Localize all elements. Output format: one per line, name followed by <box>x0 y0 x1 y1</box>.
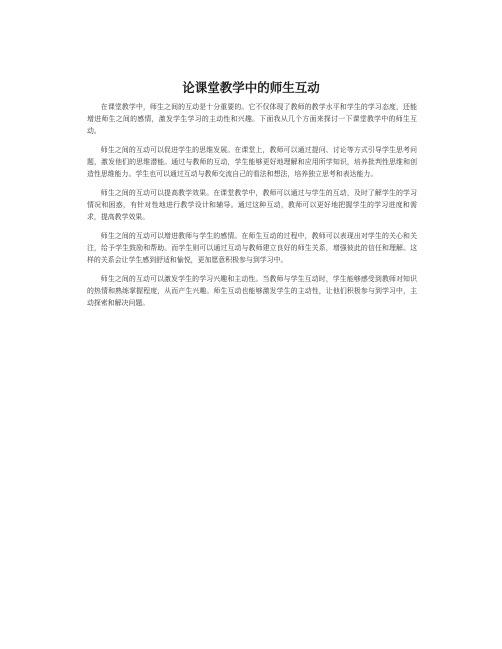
paragraph-2: 师生之间的互动可以促进学生的思维发展。在课堂上，教师可以通过提问、讨论等方式引导学生思考问题，激发他们的思维潜能。通过与教师的互动，学生能够更好地理解和应用所学知识，培养批判性思维和创造性思维能力。学生也可以通过互动与教师交流自己的看法和想法，培养独立思考和表达能力。 <box>87 146 417 178</box>
paragraph-5: 师生之间的互动可以激发学生的学习兴趣和主动性。当教师与学生互动时，学生能够感受到教师对知识的热情和熟练掌握程度，从而产生兴趣。师生互动也能够激发学生的主动性，让他们积极参与到学习中，主动探索和解决问题。 <box>87 275 417 307</box>
paragraph-1: 在课堂教学中，师生之间的互动是十分重要的。它不仅体现了教师的教学水平和学生的学习态度，还能增进师生之间的感情，激发学生学习的主动性和兴趣。下面我从几个方面来探讨一下课堂教学中的师生互动。 <box>87 103 417 135</box>
document-body <box>87 101 417 316</box>
document-title: 论课堂教学中的师生互动 <box>182 80 320 95</box>
paragraph-3: 师生之间的互动可以提高教学效果。在课堂教学中，教师可以通过与学生的互动，及时了解学生的学习情况和困惑，有针对性地进行教学设计和辅导。通过这种互动，教师可以更好地把握学生的学习进度和需求，提高教学效果。 <box>87 189 417 221</box>
paragraph-4: 师生之间的互动可以增进教师与学生的感情。在师生互动的过程中，教师可以表现出对学生的关心和关注，给予学生鼓励和帮助。而学生则可以通过互动与教师建立良好的师生关系，增强彼此的信任和理解。这样的关系会让学生感到舒适和愉悦，更加愿意积极参与到学习中。 <box>87 232 417 264</box>
